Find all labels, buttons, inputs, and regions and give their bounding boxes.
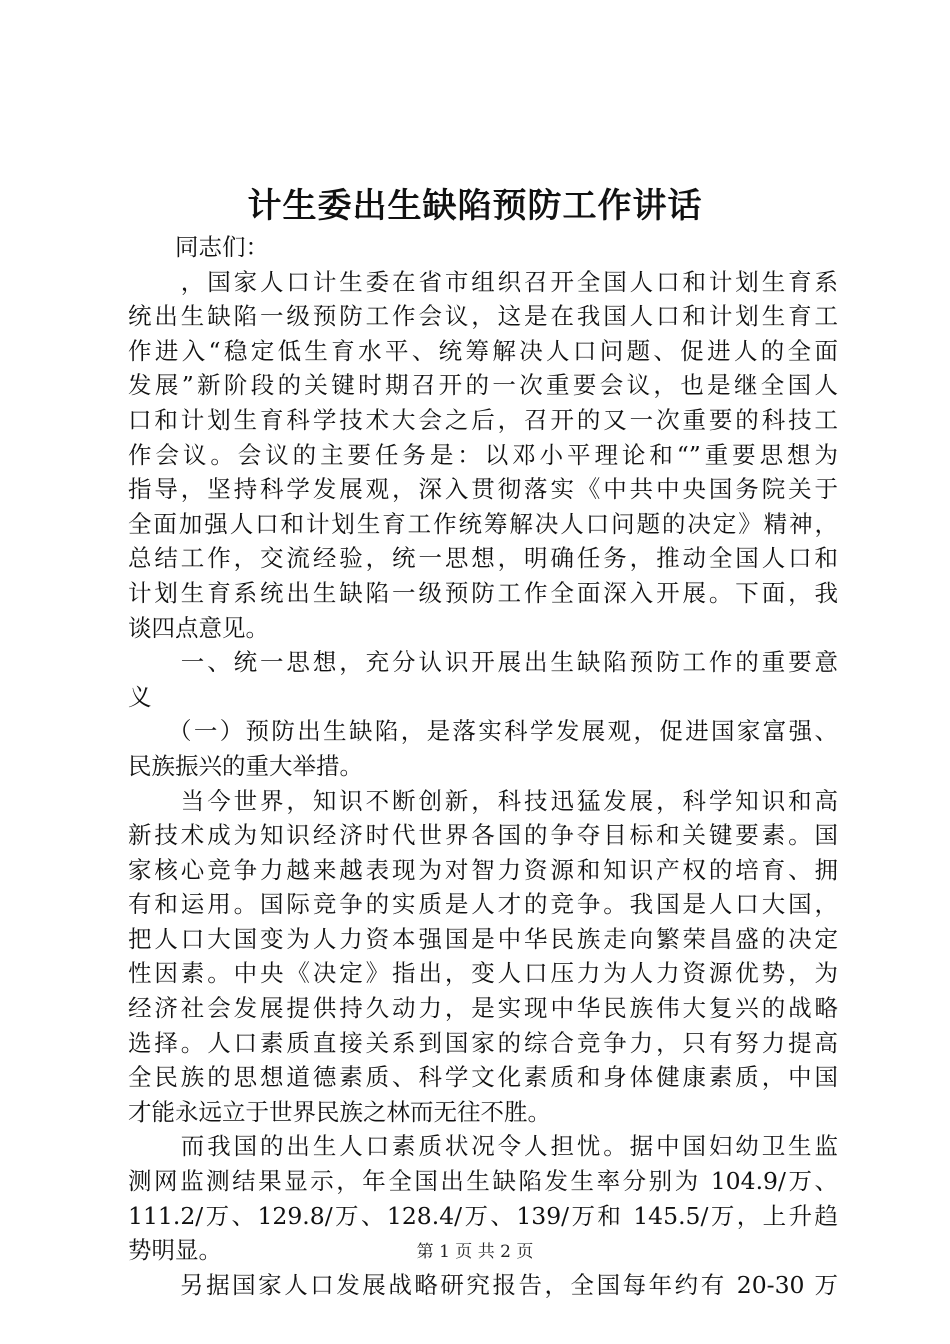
body-line: 势明显。 — [128, 1236, 222, 1265]
body-line: 谈四点意见。 — [128, 613, 269, 642]
body-line: 而我国的出生人口素质状况令人担忧。据中国妇幼卫生监 — [128, 1132, 838, 1161]
body-line: 同志们： — [128, 233, 269, 261]
body-line: ，国家人口计生委在省市组织召开全国人口和计划生育系 — [128, 267, 838, 296]
body-line: 总结工作，交流经验，统一思想，明确任务，推动全国人口和 — [128, 544, 838, 573]
body-line: 作进入“稳定低生育水平、统筹解决人口问题、促进人的全面 — [128, 336, 838, 365]
body-line: 111.2/万、129.8/万、128.4/万、139/万和 145.5/万，上升趋 — [128, 1201, 838, 1230]
body-line: 指导，坚持科学发展观，深入贯彻落实《中共中央国务院关于 — [128, 475, 838, 504]
subsection-heading: （一）预防出生缺陷，是落实科学发展观，促进国家富强、 — [128, 717, 838, 746]
body-line: 统出生缺陷一级预防工作会议，这是在我国人口和计划生育工 — [128, 302, 838, 331]
body-line: 性因素。中央《决定》指出，变人口压力为人力资源优势，为 — [128, 959, 838, 988]
subsection-heading-cont: 民族振兴的重大举措。 — [128, 751, 363, 780]
body-line: 才能永远立于世界民族之林而无往不胜。 — [128, 1097, 551, 1126]
body-line: 家核心竞争力越来越表现为对智力资源和知识产权的培育、拥 — [128, 855, 838, 884]
body-line: 全民族的思想道德素质、科学文化素质和身体健康素质，中国 — [128, 1063, 838, 1092]
document-body — [128, 230, 838, 1302]
body-line: 口和计划生育科学技术大会之后，召开的又一次重要的科技工 — [128, 405, 838, 434]
body-line: 测网监测结果显示，年全国出生缺陷发生率分别为 104.9/万、 — [128, 1167, 838, 1196]
body-line: 选择。人口素质直接关系到国家的综合竞争力，只有努力提高 — [128, 1028, 838, 1057]
body-line: 把人口大国变为人力资本强国是中华民族走向繁荣昌盛的决定 — [128, 924, 838, 953]
body-line: 当今世界，知识不断创新，科技迅猛发展，科学知识和高 — [128, 786, 838, 815]
body-line: 有和运用。国际竞争的实质是人才的竞争。我国是人口大国， — [128, 890, 838, 919]
section-heading-cont: 义 — [128, 682, 152, 711]
body-line: 全面加强人口和计划生育工作统筹解决人口问题的决定》精神， — [128, 509, 838, 538]
page-footer: 第 1 页 共 2 页 — [416, 1242, 534, 1262]
document-title: 计生委出生缺陷预防工作讲话 — [247, 186, 703, 226]
body-line: 新技术成为知识经济时代世界各国的争夺目标和关键要素。国 — [128, 821, 838, 850]
section-heading: 一、统一思想，充分认识开展出生缺陷预防工作的重要意 — [128, 648, 838, 677]
body-line: 作会议。会议的主要任务是：以邓小平理论和“”重要思想为 — [128, 440, 838, 469]
body-line: 另据国家人口发展战略研究报告，全国每年约有 20-30 万 — [128, 1270, 838, 1299]
body-line: 经济社会发展提供持久动力，是实现中华民族伟大复兴的战略 — [128, 994, 838, 1023]
body-line: 计划生育系统出生缺陷一级预防工作全面深入开展。下面，我 — [128, 578, 838, 607]
body-line: 发展”新阶段的关键时期召开的一次重要会议，也是继全国人 — [128, 371, 838, 400]
